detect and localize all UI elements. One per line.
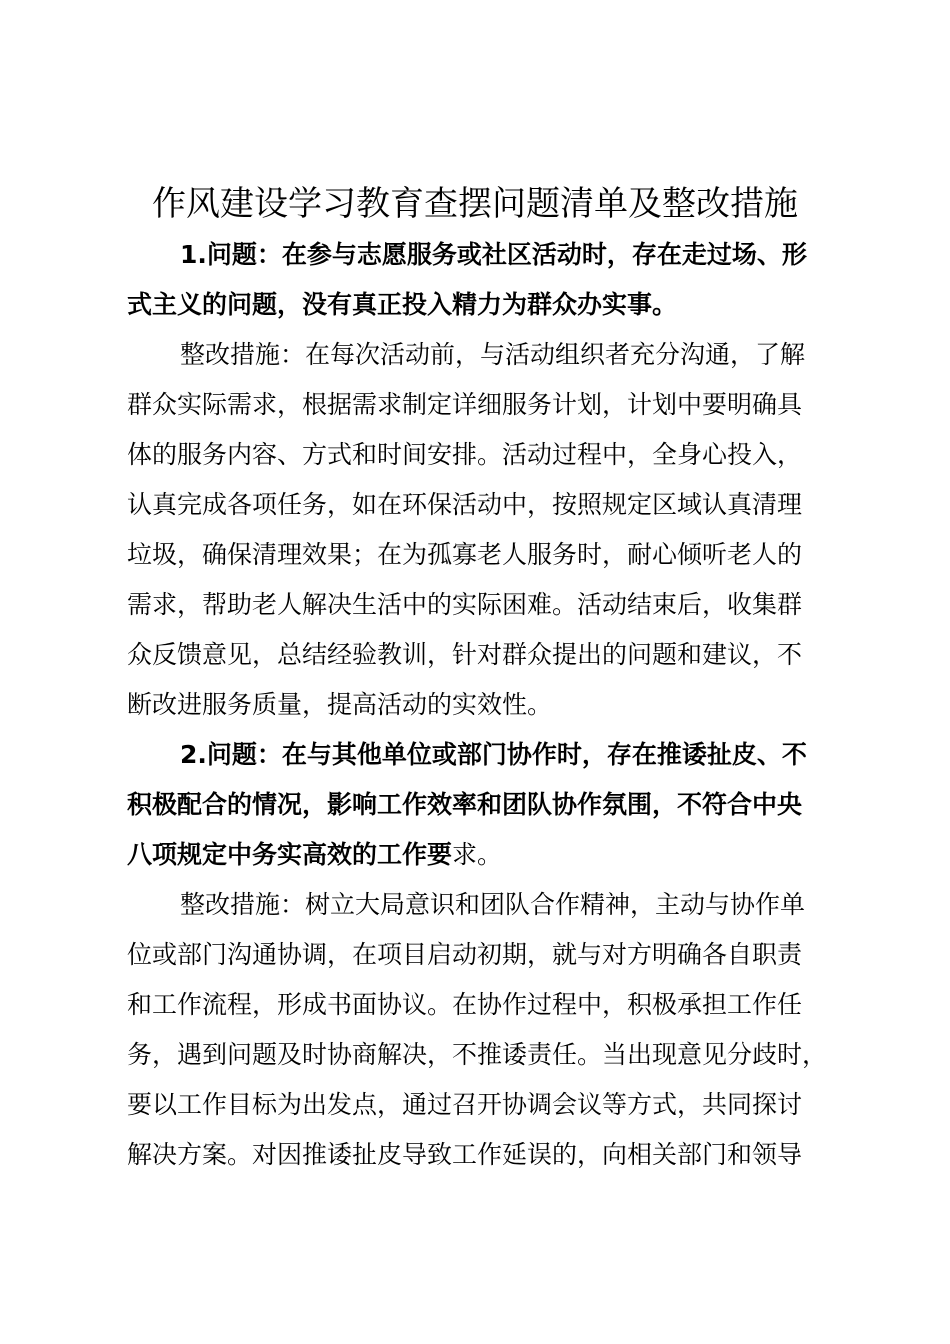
section-1-measure-line-6: 需求，帮助老人解决生活中的实际困难。活动结束后，收集群 (127, 590, 803, 619)
section-1-measure-line-4: 认真完成各项任务，如在环保活动中，按照规定区域认真清理 (127, 490, 803, 519)
section-1-measure-line-3: 体的服务内容、方式和时间安排。活动过程中，全身心投入， (127, 440, 803, 469)
section-2-measure-line-3: 和工作流程，形成书面协议。在协作过程中，积极承担工作任 (127, 990, 803, 1019)
section-2-problem-line-1: 2.问题：在与其他单位或部门协作时，存在推诿扯皮、不 (180, 740, 807, 769)
section-2-measure-line-6: 解决方案。对因推诿扯皮导致工作延误的，向相关部门和领导 (127, 1140, 803, 1169)
section-2-problem-line-3 (127, 830, 837, 880)
section-1-problem-line-2: 式主义的问题，没有真正投入精力为群众办实事。 (127, 290, 678, 319)
section-1-measure-line-2: 群众实际需求，根据需求制定详细服务计划，计划中要明确具 (127, 390, 803, 419)
section-2-measure-line-4: 务，遇到问题及时协商解决，不推诿责任。当出现意见分歧时， (127, 1040, 828, 1069)
section-2-measure-line-5: 要以工作目标为出发点，通过召开协调会议等方式，共同探讨 (127, 1090, 803, 1119)
section-2-measure-line-1: 整改措施：树立大局意识和团队合作精神，主动与协作单 (180, 890, 806, 919)
section-2-measure-line-2: 位或部门沟通协调，在项目启动初期，就与对方明确各自职责 (127, 940, 803, 969)
section-1-problem-line-1: 1.问题：在参与志愿服务或社区活动时，存在走过场、形 (180, 240, 807, 269)
section-2-problem-line-3-bold: 八项规定中务实高效的工作要 (127, 840, 453, 869)
section-2-problem-tail: 求。 (452, 840, 503, 869)
section-1-measure-line-7: 众反馈意见，总结经验教训，针对群众提出的问题和建议，不 (127, 640, 803, 669)
section-2-problem-line-2: 积极配合的情况，影响工作效率和团队协作氛围，不符合中央 (127, 790, 803, 819)
section-1-measure-line-8: 断改进服务质量，提高活动的实效性。 (127, 690, 553, 719)
document-body (127, 230, 837, 1180)
section-1-measure-line-1: 整改措施：在每次活动前，与活动组织者充分沟通，了解 (180, 340, 806, 369)
section-1-measure-line-5: 垃圾，确保清理效果；在为孤寡老人服务时，耐心倾听老人的 (127, 540, 803, 569)
document-title: 作风建设学习教育查摆问题清单及整改措施 (152, 184, 798, 224)
